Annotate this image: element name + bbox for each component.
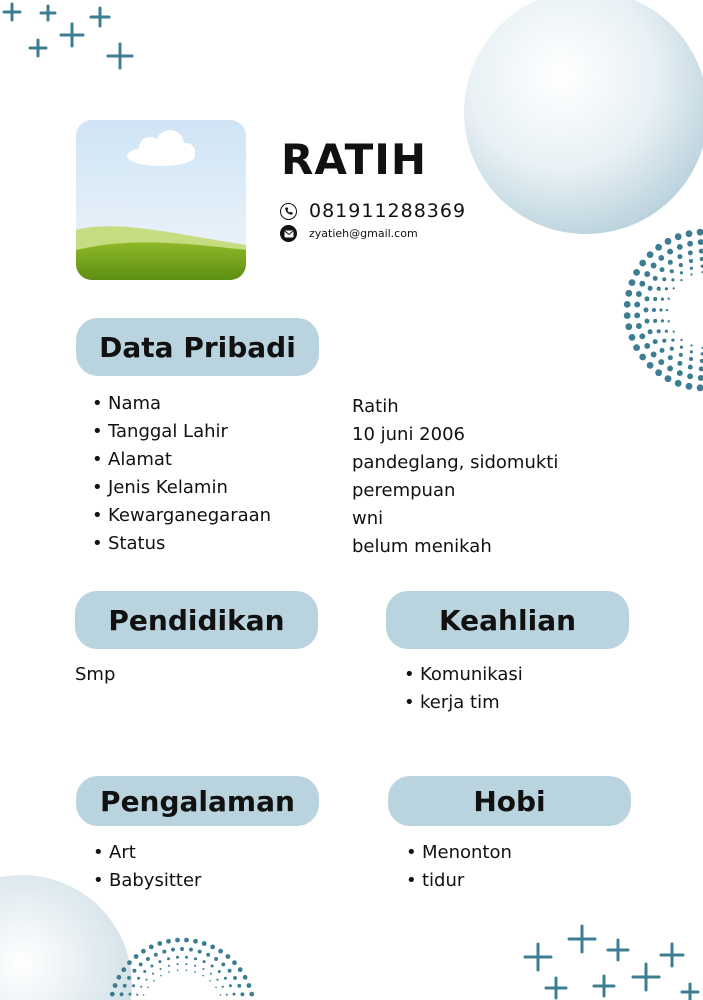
value-nama: Ratih [352,396,399,417]
decorative-dot [249,992,254,997]
phone-icon [280,203,297,220]
decorative-dot [653,319,657,323]
pengalaman-item: • Art [93,839,201,867]
label-alamat: • Alamat [92,446,271,474]
decorative-dot [639,333,645,339]
decorative-dot [679,263,683,267]
value-alamat: pandeglang, sidomukti [352,452,559,473]
decorative-dot [639,354,646,361]
decorative-dot [127,960,132,965]
decorative-dot [184,938,189,943]
decorative-dot [666,309,668,311]
decorative-dot [145,979,147,981]
decorative-dot [698,375,703,381]
hobi-item: • Menonton [406,839,512,867]
personal-data-labels [92,390,271,558]
decorative-dot [113,983,118,988]
decorative-dot [644,343,650,349]
decorative-dot [661,298,664,301]
decorative-dot [645,319,650,324]
decorative-dot [134,954,139,959]
decorative-dot [655,369,662,376]
decorative-dot [668,260,673,265]
decorative-dot [194,965,196,967]
decorative-dot [677,370,683,376]
decorative-dot [202,968,204,970]
decorative-dot [668,298,670,300]
decorative-dot [680,271,683,274]
section-heading-keahlian: Keahlian [386,591,629,649]
plus-pattern-top-left [4,4,132,68]
landscape-image-icon [76,120,246,280]
decorative-dot [129,993,132,996]
decorative-dot [202,941,207,946]
person-name: RATIH [281,135,428,184]
decorative-dot [651,352,657,358]
decorative-dot [198,950,202,954]
decorative-dot [147,987,149,989]
decorative-dot [634,302,640,308]
decorative-dot [629,279,636,286]
decorative-dot [233,976,237,980]
decorative-dot [657,287,661,291]
decorative-dot [690,350,693,353]
decorative-dot [189,948,193,952]
pengalaman-list [93,839,201,895]
decorative-dot [229,984,232,987]
pengalaman-item: • Babysitter [93,867,201,895]
decorative-dot [211,965,214,968]
decorative-dot [686,383,693,390]
decorative-dot [110,992,115,997]
decorative-dot [210,973,212,975]
decorative-dot [209,980,211,982]
hobi-item: • tidur [406,867,512,895]
decorative-dot [206,953,210,957]
decorative-dot [186,969,188,971]
decorative-dot [215,987,217,989]
decorative-dot [639,260,646,267]
plus-pattern-bottom-right [525,926,698,1000]
decorative-dot [633,269,640,276]
decorative-dot [624,312,631,319]
profile-photo-placeholder [76,120,246,280]
decorative-dot [675,233,682,240]
email-row [280,225,418,242]
decorative-dot [648,286,653,291]
decorative-dot [658,359,664,365]
decorative-dot [150,965,153,968]
decorative-dot [661,319,664,322]
section-heading-hobi: Hobi [388,776,631,826]
decorative-dot [670,347,674,351]
decorative-dot [194,971,196,973]
decorative-dot [662,277,666,281]
decorative-dot [697,384,703,391]
decorative-dot [625,290,632,297]
sphere-top-right [464,0,703,234]
decorative-dot [160,975,162,977]
decorative-dot [120,992,124,996]
label-jenis-kelamin: • Jenis Kelamin [92,474,271,502]
decorative-dot [665,238,672,245]
decorative-dot [137,977,140,980]
decorative-dot [117,975,122,980]
phone-number: 081911288369 [309,200,467,222]
decorative-dot [158,960,161,963]
decorative-dot [690,344,692,346]
decorative-dot [647,251,654,258]
phone-row [280,200,466,222]
decorative-dot [143,970,146,973]
value-kewarganegaraan: wni [352,508,384,529]
decorative-dot [655,244,662,251]
decorative-dot [139,962,143,966]
decorative-dot [168,965,170,967]
decorative-dot [624,301,631,308]
decorative-dot [162,950,166,954]
decorative-dot [177,969,179,971]
decorative-dot [687,373,693,379]
decorative-dot [659,308,662,311]
decorative-dot [232,960,237,965]
decorative-dot [688,365,693,370]
decorative-dot [680,339,682,341]
decorative-dot [687,241,693,247]
decorative-dot [168,971,170,973]
decorative-dot [651,263,657,269]
decorative-dot [636,323,642,329]
decorative-dot [662,339,666,343]
decorative-dot [644,271,650,277]
decorative-dot [648,329,653,334]
decorative-dot [645,296,650,301]
decorative-dot [665,375,672,382]
decorative-dot [625,323,632,330]
decorative-dot [675,380,682,387]
decorative-dot [652,308,656,312]
keahlian-list [404,661,523,717]
decorative-dot [224,977,227,980]
decorative-dot [689,259,693,263]
decorative-dot [143,994,145,996]
decorative-dot [238,967,243,972]
decorative-dot [202,975,204,977]
decorative-dot [141,949,146,954]
decorative-dot [690,273,692,275]
decorative-dot [233,993,236,996]
decorative-dot [167,957,170,960]
decorative-dot [185,963,187,965]
decorative-dot [653,339,658,344]
keahlian-item: • Komunikasi [404,661,523,689]
decorative-dot [688,250,693,255]
decorative-dot [665,287,668,290]
label-nama: • Nama [92,390,271,418]
decorative-dot [668,355,673,360]
decorative-dot [146,957,150,961]
decorative-dot [697,229,703,236]
decorative-dot [175,938,180,943]
decorative-dot [180,947,184,951]
decorative-dot [210,945,215,950]
decorative-dot [636,291,642,297]
decorative-dot [185,956,188,959]
decorative-dot [699,249,703,254]
section-heading-pengalaman: Pengalaman [76,776,319,826]
decorative-dot [668,320,670,322]
email-icon [280,225,297,242]
decorative-dot [629,334,636,341]
label-status: • Status [92,530,271,558]
decorative-dot [639,281,645,287]
decorative-dot [670,269,674,273]
decorative-dot [203,960,206,963]
decorative-dot [671,339,674,342]
decorative-dot [194,957,197,960]
decorative-dot [160,968,162,970]
decorative-dot [679,353,683,357]
decorative-dot [140,986,142,988]
decorative-dot [154,953,158,957]
section-heading-pendidikan: Pendidikan [75,591,318,649]
decorative-dot [680,346,683,349]
email-address: zyatieh@gmail.com [309,227,418,240]
decorative-dot [698,239,703,245]
decorative-dot [671,278,674,281]
decorative-dot [660,348,665,353]
decorative-dot [634,312,640,318]
decorative-dot [171,948,175,952]
pendidikan-text: Smp [75,664,116,685]
decorative-dot [222,986,224,988]
decorative-dot [176,956,179,959]
decorative-dot [157,941,162,946]
label-kewarganegaraan: • Kewarganegaraan [92,502,271,530]
decorative-dot [121,967,126,972]
decorative-dot [136,994,138,996]
value-status: belum menikah [352,536,492,557]
section-heading-data-pribadi: Data Pribadi [76,318,319,376]
decorative-dot [689,357,693,361]
decorative-dot [677,254,682,259]
decorative-dot [218,949,223,954]
decorative-dot [226,994,228,996]
decorative-dot [243,975,248,980]
decorative-dot [653,276,658,281]
keahlian-item: • kerja tim [404,689,523,717]
decorative-dot [690,267,693,270]
decorative-dot [247,983,252,988]
decorative-dot [686,230,693,237]
decorative-dot [673,330,675,332]
hobi-list [406,839,512,895]
decorative-dot [633,344,640,351]
decorative-dot [149,945,154,950]
decorative-dot [177,963,179,965]
decorative-dot [193,939,198,944]
decorative-dot [699,366,703,371]
decorative-dot [214,957,218,961]
value-tanggal-lahir: 10 juni 2006 [352,424,465,445]
decorative-dot [647,362,654,369]
dotted-arc-right [624,229,703,391]
decorative-dot [226,954,231,959]
decorative-dot [660,267,665,272]
value-jenis-kelamin: perempuan [352,480,456,501]
personal-data-values [352,393,558,561]
decorative-dot [653,297,657,301]
decorative-dot [680,279,682,281]
decorative-dot [127,976,131,980]
decorative-dot [667,249,673,255]
decorative-dot [166,939,171,944]
decorative-dot [220,994,222,996]
decorative-dot [152,973,154,975]
decorative-dot [221,962,225,966]
decorative-dot [132,969,136,973]
decorative-dot [677,361,682,366]
decorative-dot [667,365,673,371]
decorative-dot [658,255,664,261]
decorative-dot [216,979,218,981]
decorative-dot [644,308,649,313]
label-tanggal-lahir: • Tanggal Lahir [92,418,271,446]
decorative-dot [218,970,221,973]
decorative-dot [237,984,241,988]
decorative-dot [240,992,244,996]
decorative-dot [153,980,155,982]
decorative-dot [677,244,683,250]
decorative-dot [673,287,675,289]
decorative-dot [123,984,127,988]
decorative-dot [657,329,661,333]
decorative-dot [132,984,135,987]
decorative-dot [228,969,232,973]
decorative-dot [665,330,668,333]
